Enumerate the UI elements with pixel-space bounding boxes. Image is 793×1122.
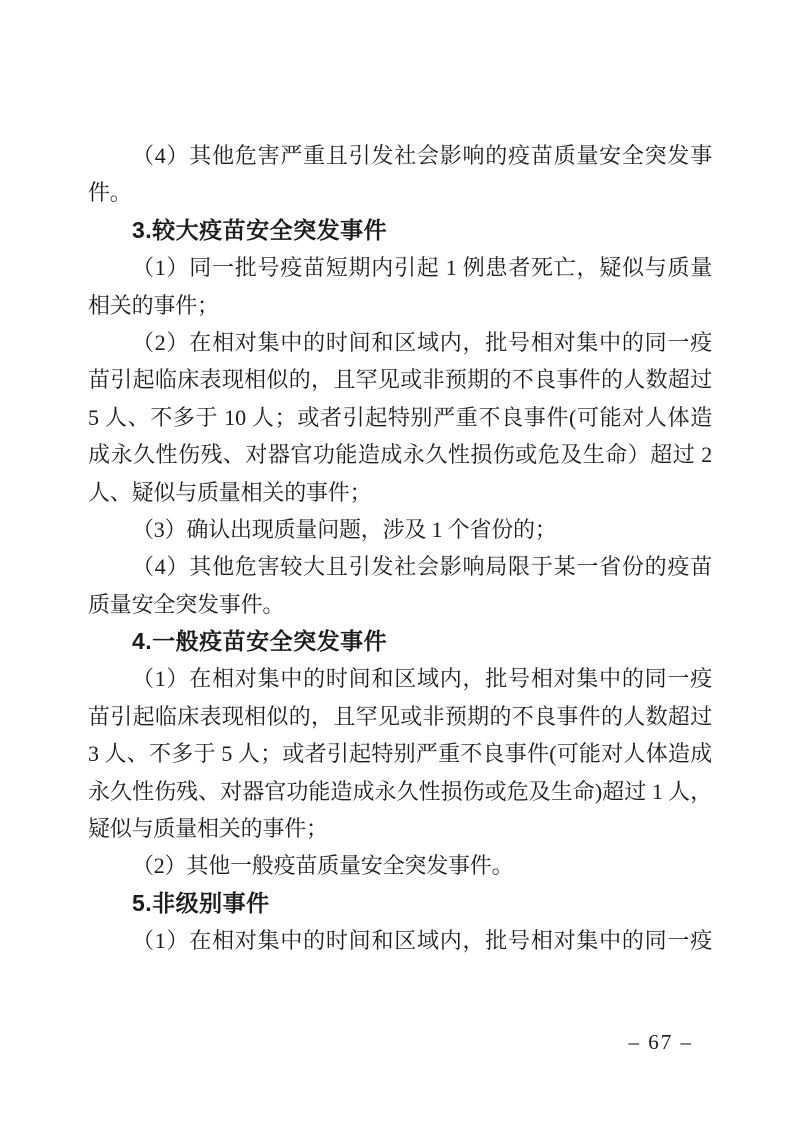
paragraph-line: 相关的事件；: [88, 292, 219, 318]
paragraph-line: （1）在相对集中的时间和区域内，批号相对集中的同一疫: [132, 666, 712, 692]
paragraph-line: （3）确认出现质量问题，涉及 1 个省份的；: [132, 516, 557, 542]
section-heading: 5.非级别事件: [132, 889, 270, 916]
paragraph-line: 苗引起临床表现相似的，且罕见或非预期的不良事件的人数超过: [88, 367, 712, 393]
paragraph-line: 疑似与质量相关的事件；: [88, 816, 328, 842]
document-content: [88, 137, 712, 960]
paragraph-line: （1）在相对集中的时间和区域内，批号相对集中的同一疫: [132, 928, 712, 954]
paragraph-line: 苗引起临床表现相似的，且罕见或非预期的不良事件的人数超过: [88, 703, 712, 729]
section-heading: 4.一般疫苗安全突发事件: [132, 628, 388, 655]
paragraph-line: （1）同一批号疫苗短期内引起 1 例患者死亡，疑似与质量: [132, 255, 712, 281]
paragraph-line: 5 人、不多于 10 人；或者引起特别严重不良事件(可能对人体造: [88, 404, 712, 430]
paragraph-line: （2）在相对集中的时间和区域内，批号相对集中的同一疫: [132, 329, 712, 355]
paragraph-line: （4）其他危害较大且引发社会影响局限于某一省份的疫苗: [132, 554, 712, 580]
section-heading: 3.较大疫苗安全突发事件: [132, 216, 388, 243]
paragraph-line: （2）其他一般疫苗质量安全突发事件。: [132, 853, 514, 879]
paragraph-line: （4）其他危害严重且引发社会影响的疫苗质量安全突发事: [132, 143, 712, 168]
paragraph-line: 永久性伤残、对器官功能造成永久性损伤或危及生命)超过 1 人，: [88, 778, 712, 804]
paragraph-line: 件。: [88, 180, 132, 206]
paragraph-line: 成永久性伤残、对器官功能造成永久性损伤或危及生命）超过 2: [88, 442, 712, 468]
page-number: – 67 –: [628, 1030, 693, 1054]
paragraph-line: 人、疑似与质量相关的事件；: [88, 479, 372, 505]
paragraph-line: 3 人、不多于 5 人；或者引起特别严重不良事件(可能对人体造成: [88, 741, 712, 767]
paragraph-line: 质量安全突发事件。: [88, 591, 285, 617]
